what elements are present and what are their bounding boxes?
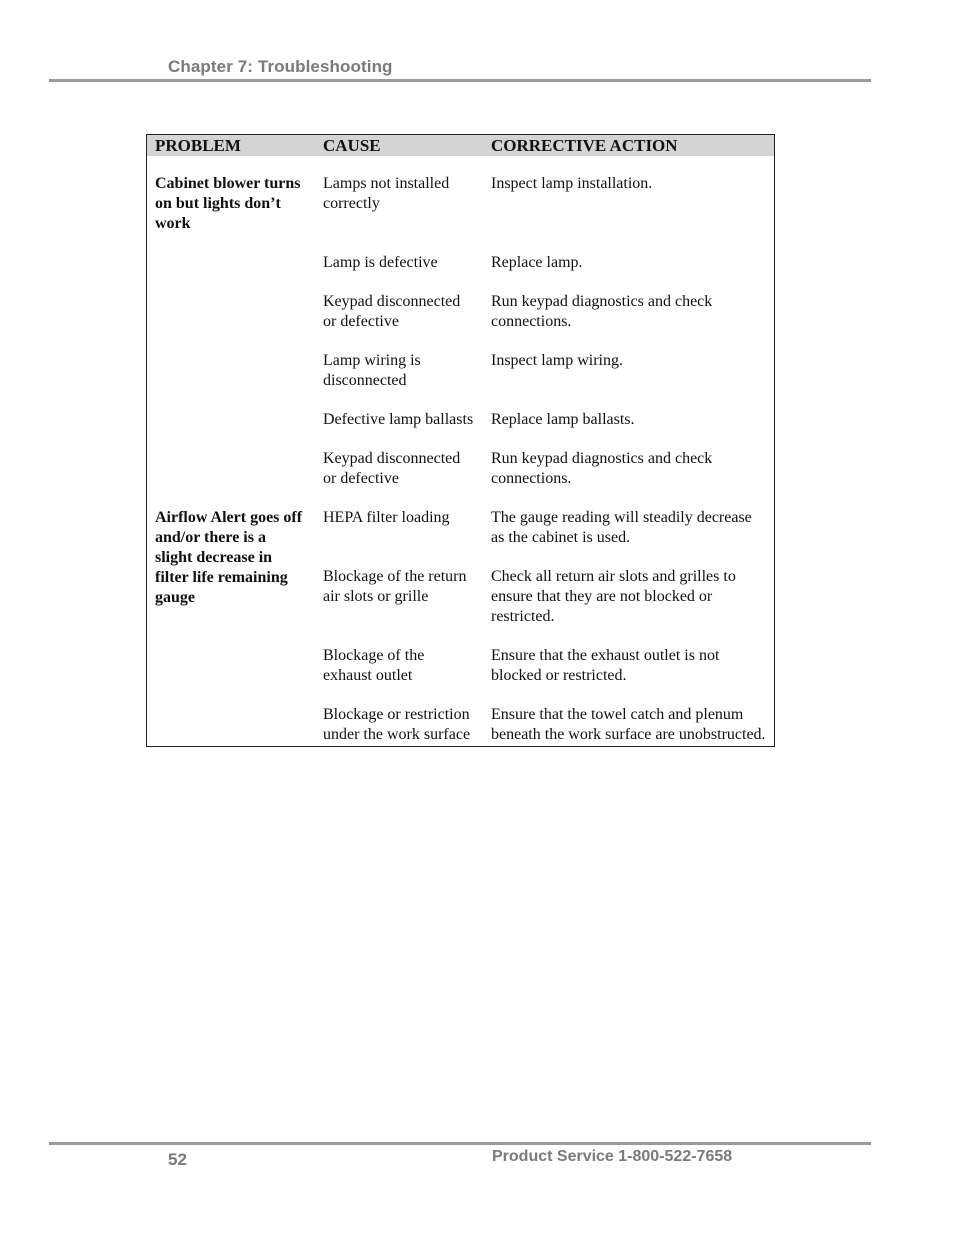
action-cell: Inspect lamp installation. bbox=[491, 175, 653, 192]
cause-cell: Lamps not installed correctly bbox=[323, 175, 450, 212]
page-number: 52 bbox=[168, 1150, 187, 1169]
cause-cell: HEPA filter loading bbox=[323, 509, 450, 526]
table-row bbox=[147, 391, 775, 430]
action-cell: Replace lamp ballasts. bbox=[491, 411, 635, 428]
cause-cell: Keypad disconnected or defective bbox=[323, 450, 461, 487]
cause-cell: Blockage of the exhaust outlet bbox=[323, 647, 425, 684]
action-cell: Replace lamp. bbox=[491, 254, 583, 271]
table-row bbox=[147, 273, 775, 332]
cause-cell: Blockage of the return air slots or grille bbox=[323, 568, 467, 605]
problem-cell bbox=[147, 273, 316, 332]
cause-cell: Lamp is defective bbox=[323, 254, 438, 271]
action-cell: Inspect lamp wiring. bbox=[491, 352, 623, 369]
action-cell: Ensure that the exhaust outlet is not blocked or restricted. bbox=[491, 647, 720, 684]
product-service-line: Product Service 1-800-522-7658 bbox=[492, 1148, 733, 1165]
table-row bbox=[147, 234, 775, 273]
action-cell: Run keypad diagnostics and check connections. bbox=[491, 293, 713, 330]
column-header-problem: PROBLEM bbox=[147, 135, 316, 157]
column-header-cause: CAUSE bbox=[315, 135, 483, 157]
problem-cell bbox=[147, 430, 316, 489]
action-cell: The gauge reading will steadily decrease as the cabinet is used. bbox=[491, 509, 752, 546]
action-cell: Run keypad diagnostics and check connections. bbox=[491, 450, 713, 487]
cause-cell: Defective lamp ballasts bbox=[323, 411, 474, 428]
cause-cell: Blockage or restriction under the work surface bbox=[323, 706, 471, 743]
column-header-corrective-action: CORRECTIVE ACTION bbox=[483, 135, 775, 157]
action-cell: Check all return air slots and grilles to ensure that they are not blocked or restricted. bbox=[491, 568, 736, 625]
problem-cell: Cabinet blower turns on but lights don’t work bbox=[155, 175, 301, 232]
table-row bbox=[147, 430, 775, 489]
problem-cell bbox=[147, 332, 316, 391]
problem-cell bbox=[147, 391, 316, 430]
problem-cell bbox=[147, 234, 316, 273]
table-row bbox=[147, 489, 775, 548]
table-row bbox=[147, 156, 775, 234]
chapter-title: Chapter 7: Troubleshooting bbox=[168, 57, 393, 76]
troubleshooting-table bbox=[146, 134, 775, 747]
footer-rule bbox=[49, 1142, 871, 1145]
cause-cell: Keypad disconnected or defective bbox=[323, 293, 461, 330]
table-header-row bbox=[147, 135, 775, 157]
table-row bbox=[147, 332, 775, 391]
action-cell: Ensure that the towel catch and plenum beneath the work surface are unobstructed. bbox=[491, 706, 766, 743]
header-rule bbox=[49, 79, 871, 82]
cause-cell: Lamp wiring is disconnected bbox=[323, 352, 421, 389]
problem-cell: Airflow Alert goes off and/or there is a slight decrease in filter life remaining gauge bbox=[155, 509, 303, 606]
